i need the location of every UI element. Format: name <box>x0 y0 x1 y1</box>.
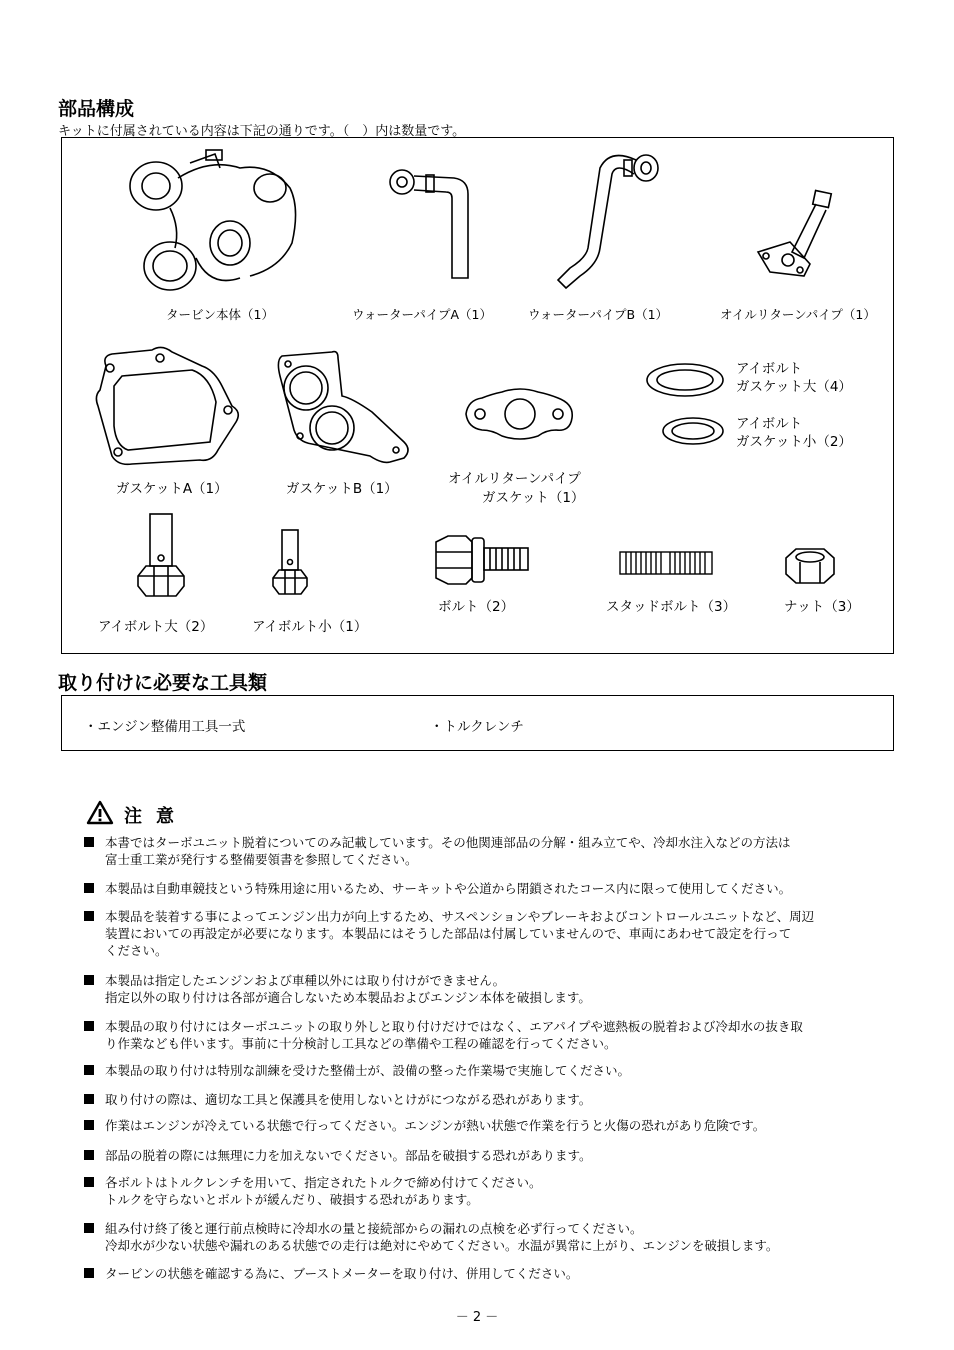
bullet-square-icon <box>84 1177 94 1187</box>
part-label-turbine: タービン本体（1） <box>166 307 274 322</box>
part-label-gasket-b: ガスケットB（1） <box>286 481 398 497</box>
eyebolt-gasket-small-illustration <box>660 414 726 448</box>
stud-bolt-illustration <box>618 548 714 578</box>
tool-item-engine-tools: ・エンジン整備用工具一式 <box>84 719 246 735</box>
caution-note-text: 本製品の取り付けは特別な訓練を受けた整備士が、設備の整った作業場で実施してください。 <box>105 1063 631 1078</box>
caution-note-text: 本製品は自動車競技という特殊用途に用いるため、サーキットや公道から閉鎖されたコース内に限って使用してください。 <box>105 881 792 896</box>
bullet-square-icon <box>84 1021 94 1031</box>
caution-note-text: 組み付け終了後と運行前点検時に冷却水の量と接続部からの漏れの点検を必ず行ってください。 冷却水が少ない状態や漏れのある状態での走行は絶対にやめてください。水温が異常に上がり、エンジンを破損します。 <box>105 1221 779 1253</box>
caution-note <box>84 908 874 959</box>
caution-note <box>84 834 874 868</box>
part-label-oil-return-pipe: オイルリターンパイプ（1） <box>720 307 876 322</box>
part-label-nut: ナット（3） <box>784 599 860 615</box>
bullet-square-icon <box>84 883 94 893</box>
water-pipe-a-illustration <box>384 160 484 290</box>
bullet-square-icon <box>84 975 94 985</box>
caution-note <box>84 1174 874 1208</box>
caution-note-text: 各ボルトはトルクレンチを用いて、指定されたトルクで締め付けてください。 トルクを守らないとボルトが緩んだり、破損する恐れがあります。 <box>105 1175 542 1207</box>
eyebolt-large-illustration <box>134 512 188 598</box>
eyebolt-small-illustration <box>270 528 310 598</box>
caution-note <box>84 1091 874 1108</box>
warning-triangle-icon <box>86 800 114 825</box>
part-label-bolt: ボルト（2） <box>438 599 515 615</box>
part-label-oil-return-gasket-line1: オイルリターンパイプ <box>448 471 581 487</box>
bullet-square-icon <box>84 837 94 847</box>
part-label-water-pipe-a: ウォーターパイプA（1） <box>352 307 493 322</box>
caution-note-text: 本製品を装着する事によってエンジン出力が向上するため、サスペンションやブレーキおよびコントロールユニットなど、周辺 装置においての再設定が必要になります。本製品にはそうした部品は付属していませんので、車両にあわせて設定を行って ください。 <box>105 909 815 958</box>
part-label-eyebolt-gasket-large-line1: アイボルト <box>736 361 803 377</box>
eyebolt-gasket-large-illustration <box>644 360 726 400</box>
caution-note <box>84 1117 874 1134</box>
bullet-square-icon <box>84 1150 94 1160</box>
bullet-square-icon <box>84 1223 94 1233</box>
water-pipe-b-illustration <box>550 148 670 293</box>
caution-note <box>84 1147 874 1164</box>
part-label-stud-bolt: スタッドボルト（3） <box>606 599 737 615</box>
tool-item-torque-wrench: ・トルクレンチ <box>430 719 524 735</box>
caution-note-text: 本書ではターボユニット脱着についてのみ記載しています。その他関連部品の分解・組み立てや、冷却水注入などの方法は 富士重工業が発行する整備要領書を参照してください。 <box>105 835 791 867</box>
caution-note-text: 作業はエンジンが冷えている状態で行ってください。エンジンが熱い状態で作業を行うと火傷の恐れがあり危険です。 <box>105 1118 766 1133</box>
caution-note <box>84 1265 874 1282</box>
bolt-illustration <box>432 532 532 588</box>
turbine-illustration <box>120 148 305 298</box>
caution-note-text: 部品の脱着の際には無理に力を加えないでください。部品を破損する恐れがあります。 <box>105 1148 592 1163</box>
caution-note-text: 本製品は指定したエンジンおよび車種以外には取り付けができません。 指定以外の取り付けは各部が適合しないため本製品およびエンジン本体を破損します。 <box>105 973 591 1005</box>
caution-note-text: 取り付けの際は、適切な工具と保護具を使用しないとけがにつながる恐れがあります。 <box>105 1092 592 1107</box>
part-label-eyebolt-gasket-small-line2: ガスケット小（2） <box>736 434 852 450</box>
part-label-eyebolt-gasket-small-line1: アイボルト <box>736 416 803 432</box>
bullet-square-icon <box>84 1120 94 1130</box>
caution-note <box>84 1062 874 1079</box>
caution-note <box>84 1220 874 1254</box>
oil-return-pipe-illustration <box>750 188 850 288</box>
caution-note <box>84 1018 874 1052</box>
bullet-square-icon <box>84 1268 94 1278</box>
parts-section-title: 部品構成 <box>58 98 135 120</box>
caution-note-text: タービンの状態を確認する為に、ブーストメーターを取り付け、併用してください。 <box>105 1266 579 1281</box>
part-label-water-pipe-b: ウォーターパイプB（1） <box>528 307 669 322</box>
part-label-eyebolt-small: アイボルト小（1） <box>252 619 368 635</box>
nut-illustration <box>782 546 838 586</box>
part-label-oil-return-gasket-line2: ガスケット（1） <box>482 490 585 506</box>
tools-section-title: 取り付けに必要な工具類 <box>58 672 268 694</box>
caution-note-text: 本製品の取り付けにはターボユニットの取り外しと取り付けだけではなく、エアパイプや遮熱板の脱着および冷却水の抜き取 り作業なども伴います。事前に十分検討し工具などの準備や工程の確認を行ってください。 <box>105 1019 803 1051</box>
caution-title: 注意 <box>124 806 188 827</box>
part-label-eyebolt-gasket-large-line2: ガスケット大（4） <box>736 379 852 395</box>
page-number: － 2 － <box>455 1310 499 1325</box>
gasket-a-illustration <box>92 346 244 471</box>
oil-return-gasket-illustration <box>462 384 578 444</box>
caution-note <box>84 880 874 897</box>
part-label-gasket-a: ガスケットA（1） <box>116 481 228 497</box>
gasket-b-illustration <box>272 346 417 471</box>
bullet-square-icon <box>84 1065 94 1075</box>
caution-note <box>84 972 874 1006</box>
part-label-eyebolt-large: アイボルト大（2） <box>98 619 214 635</box>
bullet-square-icon <box>84 911 94 921</box>
bullet-square-icon <box>84 1094 94 1104</box>
parts-section-subtitle: キットに付属されている内容は下記の通りです。（ ）内は数量です。 <box>58 124 466 139</box>
